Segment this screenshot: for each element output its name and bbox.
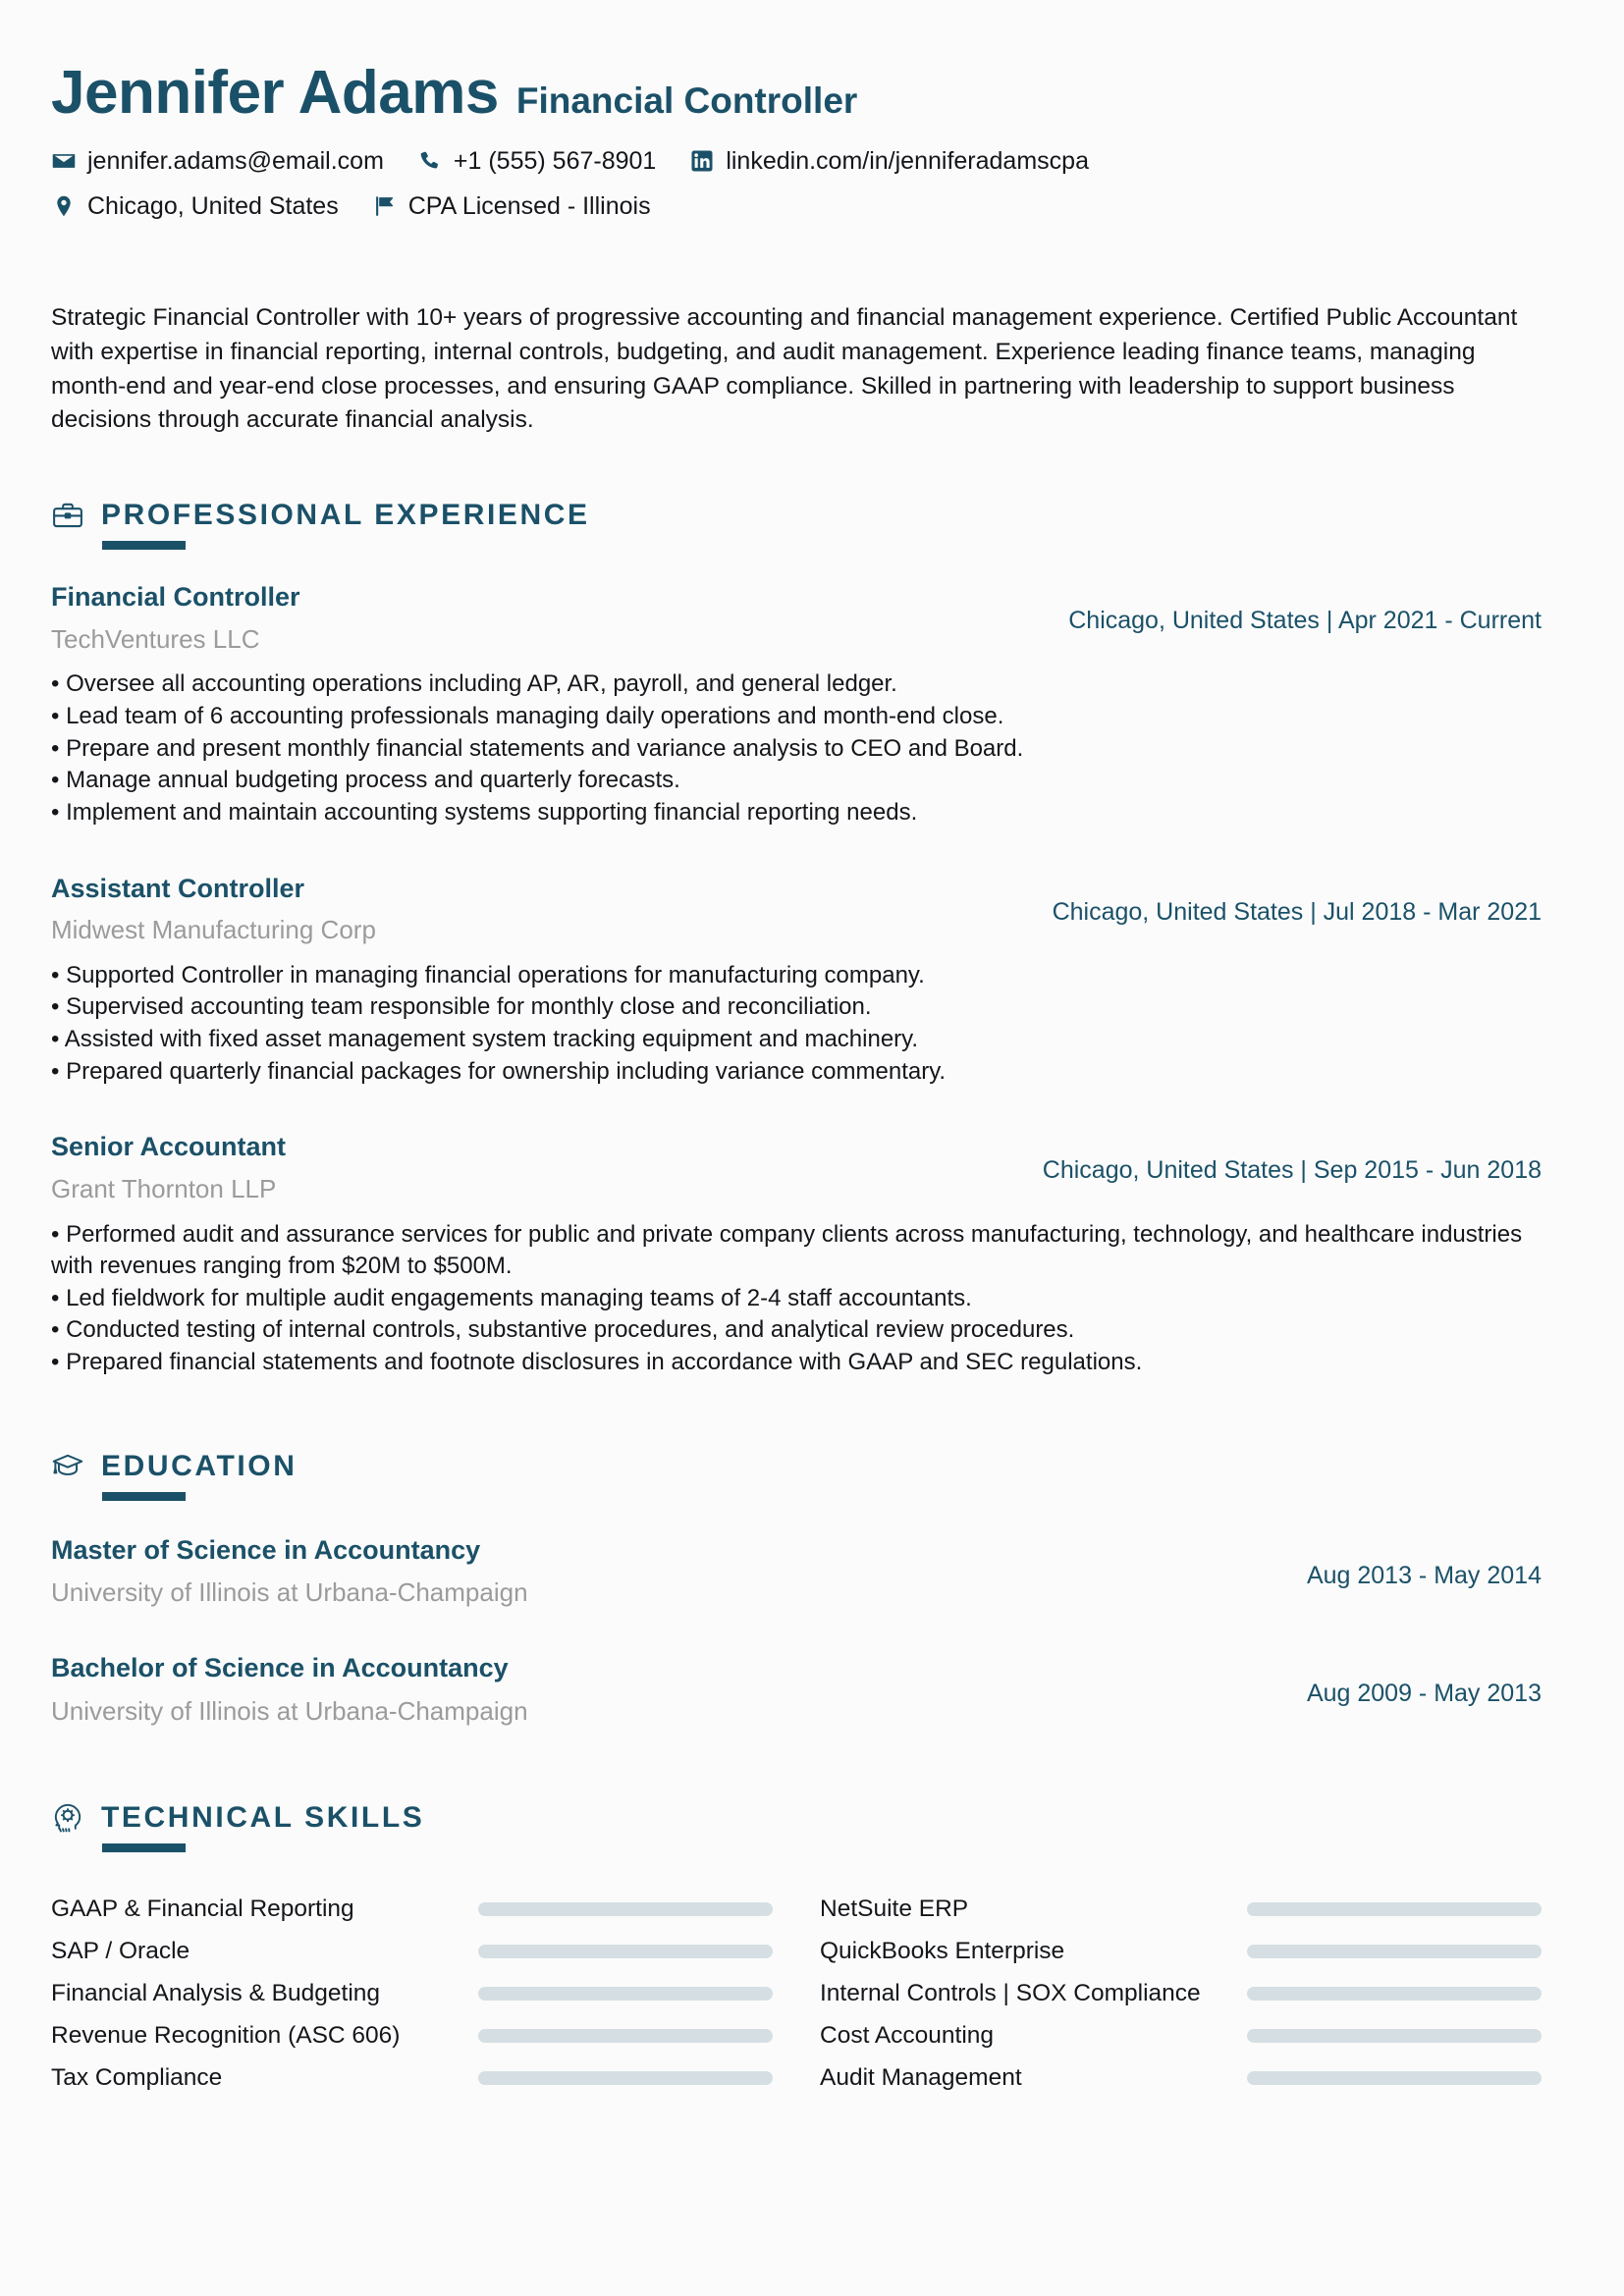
skill-bar-track <box>1247 2071 1542 2085</box>
contact-email-text: jennifer.adams@email.com <box>87 147 384 176</box>
experience-bullet: • Supported Controller in managing financial operations for manufacturing company. <box>51 960 1542 992</box>
flag-icon <box>372 193 398 219</box>
experience-bullet: • Prepared quarterly financial packages for ownership including variance commentary. <box>51 1056 1542 1089</box>
experience-organization: Grant Thornton LLP <box>51 1174 277 1204</box>
experience-section-title: PROFESSIONAL EXPERIENCE <box>101 499 590 532</box>
experience-meta: Chicago, United States | Jul 2018 - Mar 2021 <box>1052 897 1542 926</box>
skill-bar-track <box>478 1902 773 1916</box>
skill-label: NetSuite ERP <box>820 1896 969 1923</box>
head-gear-icon <box>51 1801 84 1835</box>
experience-bullets <box>51 668 1542 828</box>
skill-row <box>51 1888 773 1930</box>
contact-linkedin[interactable] <box>689 146 1089 176</box>
skills-column-right <box>820 1888 1542 2099</box>
skill-bar-track <box>1247 1987 1542 2001</box>
skill-bar-track <box>1247 1902 1542 1916</box>
experience-bullet: • Prepared financial statements and footnote disclosures in accordance with GAAP and SEC regulations. <box>51 1347 1542 1379</box>
skill-label: Financial Analysis & Budgeting <box>51 1980 381 2007</box>
education-section-title: EDUCATION <box>101 1449 298 1482</box>
skill-label: SAP / Oracle <box>51 1938 190 1965</box>
experience-bullet: • Manage annual budgeting process and quarterly forecasts. <box>51 765 1542 797</box>
experience-section-rule <box>102 541 186 550</box>
contact-row-primary <box>51 146 1542 176</box>
skill-bar-track <box>478 1945 773 1958</box>
experience-organization: Midwest Manufacturing Corp <box>51 915 376 945</box>
experience-role: Financial Controller <box>51 582 300 613</box>
skill-label: Audit Management <box>820 2064 1022 2092</box>
education-section-rule <box>102 1492 186 1501</box>
contact-license-text: CPA Licensed - Illinois <box>407 192 651 221</box>
skill-row <box>51 2014 773 2056</box>
resume-header <box>51 61 1542 125</box>
education-section-header <box>51 1450 1542 1483</box>
education-school: University of Illinois at Urbana-Champaign <box>51 1695 528 1726</box>
skill-bar-track <box>1247 2029 1542 2043</box>
skill-label: Internal Controls | SOX Compliance <box>820 1980 1201 2007</box>
section-education <box>51 1450 1542 1728</box>
skill-row <box>51 1930 773 1972</box>
phone-icon <box>417 148 443 174</box>
education-entry-list <box>51 1534 1542 1728</box>
experience-bullet: • Oversee all accounting operations including AP, AR, payroll, and general ledger. <box>51 668 1542 701</box>
skill-row <box>820 1930 1542 1972</box>
education-dates: Aug 2013 - May 2014 <box>1306 1561 1542 1589</box>
experience-role: Assistant Controller <box>51 873 305 903</box>
skill-row <box>51 1972 773 2014</box>
experience-organization: TechVentures LLC <box>51 623 260 654</box>
education-entry <box>51 1534 1542 1609</box>
experience-entry <box>51 581 1542 828</box>
experience-entry <box>51 873 1542 1089</box>
experience-bullet: • Performed audit and assurance services for public and private company clients across manufacturing, technology, and healthcare industries with revenues ranging from $20M to $500M. <box>51 1219 1542 1283</box>
skills-section-header <box>51 1801 1542 1835</box>
skill-bar-track <box>478 1987 773 2001</box>
skills-section-title: TECHNICAL SKILLS <box>101 1801 425 1835</box>
experience-bullet: • Implement and maintain accounting systems supporting financial reporting needs. <box>51 797 1542 829</box>
experience-bullet: • Prepare and present monthly financial statements and variance analysis to CEO and Board. <box>51 733 1542 766</box>
education-degree: Bachelor of Science in Accountancy <box>51 1652 509 1682</box>
skill-label: QuickBooks Enterprise <box>820 1938 1065 1965</box>
experience-bullet: • Conducted testing of internal controls, substantive procedures, and analytical review procedures. <box>51 1314 1542 1347</box>
skill-row <box>820 1888 1542 1930</box>
linkedin-icon <box>689 148 715 174</box>
experience-bullet: • Lead team of 6 accounting professionals managing daily operations and month-end close. <box>51 701 1542 733</box>
skill-bar-track <box>1247 1945 1542 1958</box>
graduation-cap-icon <box>51 1450 84 1483</box>
skill-label: GAAP & Financial Reporting <box>51 1896 354 1923</box>
education-entry <box>51 1652 1542 1727</box>
contact-license <box>372 191 651 221</box>
experience-meta: Chicago, United States | Sep 2015 - Jun 2018 <box>1042 1156 1542 1185</box>
candidate-job-title: Financial Controller <box>515 80 858 121</box>
skill-label: Cost Accounting <box>820 2022 995 2050</box>
professional-summary: Strategic Financial Controller with 10+ years of progressive accounting and financial management experience. Certified Public Accountant with expertise in financial reporting, internal controls, budgeting, and audit management. Experience leading finance teams, managing month-end and year-end close processes, and ensuring GAAP compliance. Skilled in partnering with leadership to support business decisions through accurate financial analysis. <box>51 304 1518 434</box>
education-degree: Master of Science in Accountancy <box>51 1534 481 1565</box>
contact-email[interactable] <box>51 146 384 176</box>
briefcase-icon <box>51 499 84 532</box>
skills-section-rule <box>102 1843 186 1852</box>
skill-bar-track <box>478 2071 773 2085</box>
skill-row <box>820 2056 1542 2099</box>
experience-role: Senior Accountant <box>51 1132 287 1162</box>
skill-row <box>820 1972 1542 2014</box>
experience-bullets <box>51 960 1542 1089</box>
section-professional-experience <box>51 499 1542 1379</box>
skill-label: Revenue Recognition (ASC 606) <box>51 2022 401 2050</box>
experience-bullet: • Led fieldwork for multiple audit engagements managing teams of 2-4 staff accountants. <box>51 1283 1542 1315</box>
skill-label: Tax Compliance <box>51 2064 223 2092</box>
contact-location-text: Chicago, United States <box>87 192 339 221</box>
experience-bullet: • Assisted with fixed asset management system tracking equipment and machinery. <box>51 1024 1542 1056</box>
envelope-icon <box>51 148 77 174</box>
experience-entry-list <box>51 581 1542 1379</box>
experience-bullet: • Supervised accounting team responsible for monthly close and reconciliation. <box>51 991 1542 1024</box>
skill-row <box>820 2014 1542 2056</box>
experience-entry <box>51 1131 1542 1378</box>
section-technical-skills <box>51 1801 1542 2099</box>
education-dates: Aug 2009 - May 2013 <box>1306 1679 1542 1707</box>
skill-bar-track <box>478 2029 773 2043</box>
skill-row <box>51 2056 773 2099</box>
experience-bullets <box>51 1219 1542 1379</box>
contact-location <box>51 191 339 221</box>
education-school: University of Illinois at Urbana-Champaign <box>51 1577 528 1608</box>
location-pin-icon <box>51 193 77 219</box>
contact-linkedin-text: linkedin.com/in/jenniferadamscpa <box>726 147 1089 176</box>
contact-row-secondary <box>51 191 1542 221</box>
candidate-name: Jennifer Adams <box>51 59 499 127</box>
contact-phone-text: +1 (555) 567-8901 <box>453 147 657 176</box>
contact-phone[interactable] <box>417 146 656 176</box>
experience-meta: Chicago, United States | Apr 2021 - Current <box>1068 607 1542 635</box>
skills-column-left <box>51 1888 773 2099</box>
skills-grid <box>51 1888 1542 2099</box>
experience-section-header <box>51 499 1542 532</box>
